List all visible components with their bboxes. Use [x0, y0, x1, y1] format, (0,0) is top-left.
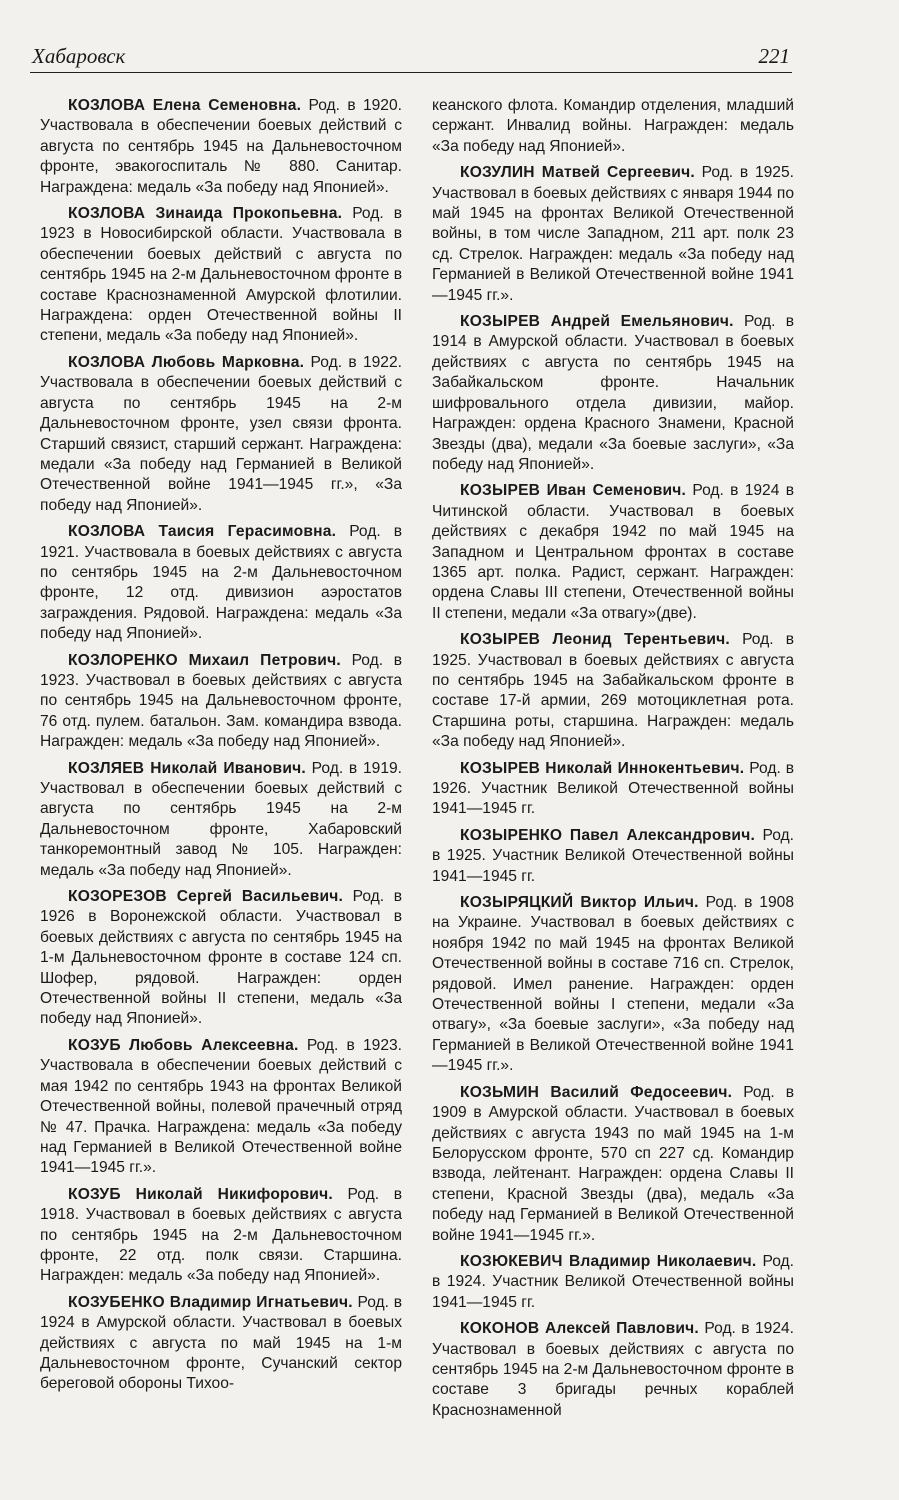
- entry-name: КОЗЫРЕВ Николай Иннокентьевич.: [460, 759, 745, 777]
- entry-name: КОЗЛОВА Зинаида Прокопьевна.: [68, 205, 343, 223]
- entry-text: Род. в 1923. Участвовал в боевых действиях с августа по сентябрь 1945 на Дальневосточном фронте, 76 отд. пулем. батальон. Зам. командира взвода. Награжден: медаль «За победу над Японией».: [40, 651, 402, 751]
- entry-text: Род. в 1920. Участвовала в обеспечении боевых действий с августа по сентябрь 1945 на Дальневосточном фронте, эвакогоспиталь № 880. Санитар. Награждена: медаль «За победу над Японией».: [40, 97, 402, 196]
- entry-text: Род. в 1923. Участвовала в обеспечении боевых действий с мая 1942 по сентябрь 1943 на фронтах Великой Отечественной войны, полевой прачечный отряд № 47. Прачка. Награждена: медаль «За победу над Германией в Великой Отечественной войне 1941—1945 гг.».: [40, 1036, 403, 1177]
- entry-name: КОЗЛОВА Любовь Марковна.: [68, 353, 305, 371]
- biography-entry: [432, 1319, 794, 1421]
- entry-name: КОЗЛЯЕВ Николай Иванович.: [68, 759, 306, 777]
- entry-name: КОЗОРЕЗОВ Сергей Васильевич.: [68, 888, 344, 906]
- left-column: [40, 96, 402, 1401]
- entry-name: КОЗЫРЕНКО Павел Александрович.: [460, 826, 755, 844]
- entry-name: КОЗЫРЯЦКИЙ Виктор Ильич.: [460, 894, 699, 912]
- entry-text: Род. в 1924. Участвовал в боевых действиях с августа по сентябрь 1945 на 2-м Дальневосточном фронте в составе 3 бригады речных кораблей Краснознаменной: [432, 1320, 795, 1419]
- entry-name: КОЗЛОВА Елена Семеновна.: [68, 97, 302, 114]
- biography-entry: [40, 353, 402, 516]
- entry-name: КОЗЬМИН Василий Федосеевич.: [460, 1083, 733, 1101]
- biography-entry: [432, 481, 794, 624]
- biography-entry: [40, 1036, 402, 1179]
- biography-entry: [432, 312, 794, 475]
- biography-entry: [432, 759, 794, 820]
- entry-name: КОЗЫРЕВ Леонид Терентьевич.: [460, 631, 730, 649]
- entry-name: КОЗУБ Любовь Алексеевна.: [68, 1036, 299, 1054]
- entry-text: Род. в 1914 в Амурской области. Участвовал в боевых действиях с августа по сентябрь 1945 на Забайкальском фронте. Начальник шифровального отдела дивизии, майор. Награжден: ордена Красного Знамени, Красной Звезды (два), медали «За боевые заслуги», «За победу над Японией».: [432, 313, 794, 473]
- entry-text: Род. в 1925. Участвовал в боевых действиях с января 1944 по май 1945 на фронтах Великой Отечественной войны, в том числе Западном, 211 арт. полк 23 сд. Стрелок. Награжден: медаль «За победу над Германией в Великой Отечественной войне 1941—1945 гг.».: [432, 164, 794, 304]
- biography-entry: [432, 826, 794, 887]
- biography-entry: [432, 96, 794, 157]
- page-number: 221: [758, 44, 790, 68]
- entry-text: Род. в 1926. Участник Великой Отечественной войны 1941—1945 гг.: [432, 759, 795, 818]
- biography-entry: [432, 893, 794, 1077]
- biography-entry: [40, 651, 402, 753]
- biography-entry: [40, 96, 402, 198]
- entry-name: КОЗУЛИН Матвей Сергеевич.: [460, 164, 695, 182]
- right-column: [432, 96, 794, 1427]
- entry-text: Род. в 1908 на Украине. Участвовал в боевых действиях с ноября 1942 по май 1945 на фронтах Великой Отечественной войны в составе 716 сп. Стрелок, рядовой. Имел ранение. Награжден: орден Отечественной войны I степени, медали «За отвагу», «За боевые заслуги», «За победу над Германией в Великой Отечественной войне 1941—1945 гг.».: [432, 894, 794, 1075]
- biography-entry: [40, 759, 402, 881]
- entry-text: Род. в 1922. Участвовала в обеспечении боевых действий с августа по сентябрь 1945 на 2-м Дальневосточном фронте, узел связи фронта. Старший связист, старший сержант. Награждена: медали «За победу над Германией в Великой Отечественной войне 1941—1945 гг.», «За победу над Японией».: [40, 353, 402, 514]
- entry-text: Род. в 1923 в Новосибирской области. Участвовала в обеспечении боевых действий с августа по сентябрь 1945 на 2-м Дальневосточном фронте в составе Краснознаменной Амурской флотилии. Награждена: орден Отечественной войны II степени, медаль «За победу над Японией».: [40, 205, 402, 345]
- biography-entry: [40, 887, 402, 1030]
- entry-text: Род. в 1924 в Читинской области. Участвовал в боевых действиях с декабря 1942 по май 1945 на Западном и Центральном фронтах в составе 1365 арт. полка. Радист, сержант. Награжден: ордена Славы III степени, Отечественной войны II степени, медали «За отвагу»(две).: [432, 482, 794, 622]
- entry-text: Род. в 1924 в Амурской области. Участвовал в боевых действиях с августа по май 1945 на 1-м Дальневосточном фронте, Сучанский сектор береговой обороны Тихоо-: [40, 1293, 402, 1393]
- entry-text: Род. в 1925. Участвовал в боевых действиях с августа по сентябрь 1945 на Забайкальском фронте в составе 17-й армии, 269 мотоциклетная рота. Старшина роты, старшина. Награжден: медаль «За победу над Японией».: [432, 631, 794, 751]
- page-header: [30, 38, 792, 73]
- entry-name: КОЗЛОРЕНКО Михаил Петрович.: [68, 651, 341, 669]
- entry-text: Род. в 1924. Участник Великой Отечественной войны 1941—1945 гг.: [432, 1252, 794, 1311]
- entry-text: Род. в 1921. Участвовала в боевых действиях с августа по сентябрь 1945 на 2-м Дальневосточном фронте, 12 отд. дивизион аэростатов заграждения. Рядовой. Награждена: медаль «За победу над Японией».: [40, 523, 402, 643]
- entry-text: Род. в 1919. Участвовал в обеспечении боевых действий с августа по сентябрь 1945 на 2-м Дальневосточном фронте, Хабаровский танкоремонтный завод № 105. Награжден: медаль «За победу над Японией».: [40, 759, 402, 879]
- biography-entry: [432, 1083, 794, 1246]
- entry-text: Род. в 1909 в Амурской области. Участвовал в боевых действиях с августа 1943 по май 1945 на 1-м Белорусском фронте, 570 сп 227 сд. Командир взвода, лейтенант. Награжден: ордена Славы II степени, Красной Звезды (два), медаль «За победу над Германией в Великой Отечественной войне 1941—1945 гг.».: [432, 1083, 794, 1244]
- entry-text: кеанского флота. Командир отделения, младший сержант. Инвалид войны. Награжден: медаль «За победу над Японией».: [432, 97, 794, 155]
- entry-name: КОЗЫРЕВ Иван Семенович.: [460, 482, 687, 500]
- entry-name: КОЗЮКЕВИЧ Владимир Николаевич.: [460, 1252, 757, 1270]
- biography-entry: [432, 630, 794, 752]
- entry-name: КОЗУБЕНКО Владимир Игнатьевич.: [68, 1293, 353, 1311]
- biography-entry: [40, 1185, 402, 1287]
- entry-text: Род. в 1925. Участник Великой Отечественной войны 1941—1945 гг.: [432, 826, 794, 885]
- entry-name: КОЗУБ Николай Никифорович.: [68, 1185, 333, 1203]
- entry-name: КОЗЫРЕВ Андрей Емельянович.: [460, 313, 734, 331]
- biography-entry: [40, 522, 402, 644]
- biography-entry: [40, 1293, 402, 1395]
- entry-name: КОКОНОВ Алексей Павлович.: [460, 1320, 699, 1338]
- biography-entry: [432, 163, 794, 306]
- entry-text: Род. в 1918. Участвовал в боевых действиях с августа по сентябрь 1945 на 2-м Дальневосточном фронте, 22 отд. полк связи. Старшина. Награжден: медаль «За победу над Японией».: [40, 1185, 402, 1285]
- biography-entry: [40, 204, 402, 347]
- entry-name: КОЗЛОВА Таисия Герасимовна.: [68, 523, 337, 541]
- running-title: Хабаровск: [32, 44, 126, 68]
- biography-entry: [432, 1252, 794, 1313]
- entry-text: Род. в 1926 в Воронежской области. Участвовал в боевых действиях с августа по сентябрь 1945 на 1-м Дальневосточном фронте в составе 124 сп. Шофер, рядовой. Награжден: орден Отечественной войны II степени, медаль «За победу над Японией».: [40, 888, 402, 1028]
